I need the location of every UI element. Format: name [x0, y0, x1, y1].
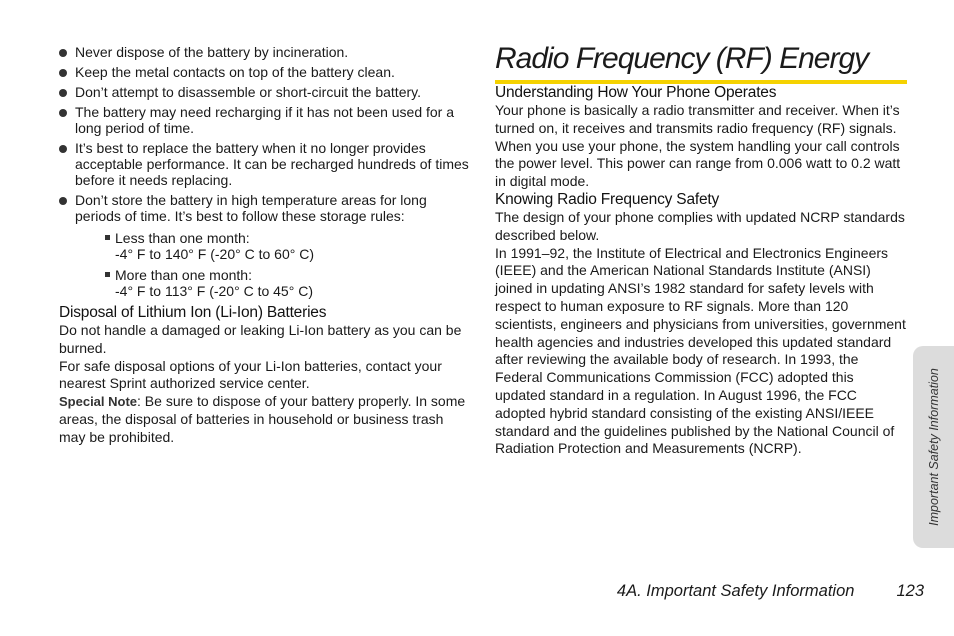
bullet-icon	[59, 145, 67, 153]
disposal-heading: Disposal of Lithium Ion (Li-Ion) Batteries	[59, 304, 327, 321]
list-item-text: Never dispose of the battery by incineration.	[75, 44, 349, 60]
list-item-text: Don’t attempt to disassemble or short-circuit the battery.	[75, 84, 421, 100]
square-bullet-icon	[105, 235, 110, 240]
storage-rules-list	[75, 230, 469, 299]
list-item	[59, 104, 469, 136]
page-footer	[617, 582, 924, 601]
section-paragraph-phone-operates: Your phone is basically a radio transmitter and receiver. When it’s turned on, it receives and transmits radio frequency (RF) signals. When you use your phone, the system handling your call controls the power level. This power can range from 0.006 watt to 0.2 watt in digital mode.	[495, 102, 901, 190]
list-item-text: Keep the metal contacts on top of the battery clean.	[75, 64, 395, 80]
storage-rule-item	[105, 230, 469, 262]
list-item	[59, 140, 469, 188]
bullet-icon	[59, 197, 67, 205]
page-title: Radio Frequency (RF) Energy	[495, 42, 869, 75]
storage-rule-label: Less than one month:	[115, 230, 250, 246]
storage-rule-item	[105, 267, 469, 299]
special-note-label: Special Note	[59, 394, 138, 410]
right-column	[495, 42, 907, 458]
storage-rule-range: -4° F to 140° F (-20° C to 60° C)	[115, 246, 315, 262]
list-item	[59, 192, 469, 299]
list-item	[59, 44, 469, 60]
section-side-tab	[913, 346, 954, 548]
side-tab-label: Important Safety Information	[926, 368, 941, 526]
bullet-icon	[59, 109, 67, 117]
square-bullet-icon	[105, 272, 110, 277]
special-note	[59, 393, 469, 446]
list-item-text: The battery may need recharging if it has not been used for a long period of time.	[75, 104, 455, 136]
bullet-icon	[59, 89, 67, 97]
list-item	[59, 84, 469, 100]
page-number: 123	[896, 582, 924, 600]
left-column	[59, 44, 469, 447]
footer-section-title: 4A. Important Safety Information	[616, 582, 855, 600]
bullet-icon	[59, 49, 67, 57]
section-heading-phone-operates: Understanding How Your Phone Operates	[495, 84, 777, 101]
special-note-text: : Be sure to dispose of your battery properly. In some areas, the disposal of batteries in household or business trash may be prohibited.	[59, 393, 466, 445]
list-item-text: Don’t store the battery in high temperature areas for long periods of time. It’s best to follow these storage rules:	[75, 192, 427, 224]
section-heading-rf-safety: Knowing Radio Frequency Safety	[495, 190, 720, 208]
disposal-paragraph-1: Do not handle a damaged or leaking Li-Ion battery as you can be burned.	[59, 322, 462, 356]
battery-tips-list	[59, 44, 469, 299]
list-item	[59, 64, 469, 80]
list-item-text: It’s best to replace the battery when it no longer provides acceptable performance. It can be recharged hundreds of times before it needs replacing.	[75, 140, 469, 188]
storage-rule-range: -4° F to 113° F (-20° C to 45° C)	[115, 283, 313, 299]
section-paragraph-rf-safety-1: The design of your phone complies with updated NCRP standards described below.	[495, 208, 905, 243]
bullet-icon	[59, 69, 67, 77]
storage-rule-label: More than one month:	[115, 267, 252, 283]
section-paragraph-rf-safety-2: In 1991–92, the Institute of Electrical and Electronics Engineers (IEEE) and the American National Standards Institute (ANSI) joined in updating ANSI’s 1982 standard for safety levels with respect to human exposure to RF signals. More than 120 scientists, engineers and physicians from universities, government health agencies and industries developed this updated standard after reviewing the available body of research. In 1993, the Federal Communications Commission (FCC) adopted this updated standard in a regulation. In August 1996, the FCC adopted hybrid standard consisting of the existing ANSI/IEEE standard and the guidelines published by the National Council of Radiation Protection and Measurements (NCRP).	[495, 244, 906, 457]
disposal-paragraph-2: For safe disposal options of your Li-Ion batteries, contact your nearest Sprint authorized service center.	[59, 357, 442, 392]
